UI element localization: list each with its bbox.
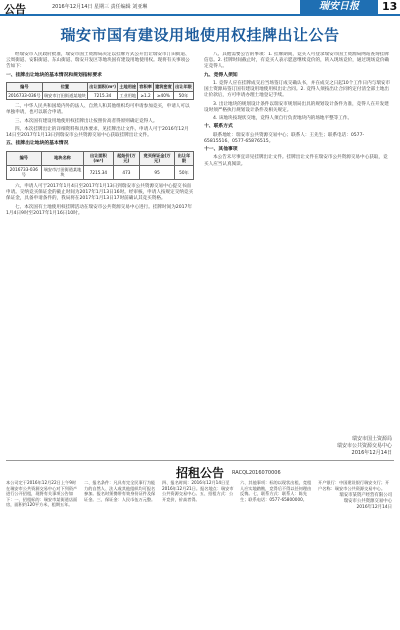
table-header: 地块名称: [41, 151, 84, 165]
section-heading: 一、挂牌出让地块的基本情况和规划指标要求: [6, 72, 102, 78]
table-header: 编号: [7, 151, 42, 165]
announcement-title: 瑞安市国有建设用地使用权挂牌出让公告: [60, 26, 340, 44]
rental-notice-code: RACQL2016070006: [232, 470, 281, 476]
table-header-row: [7, 83, 194, 92]
rental-column: [318, 480, 392, 626]
section-heading: 九、竞得人须知: [204, 72, 238, 78]
signature-date: 2016年12月14日: [351, 449, 392, 456]
body-paragraph: 四、报名时间：2016年12月14日至2016年12月21日。报名地点：瑞安市公共资源交易中心。五、招租方式：公开竞价，价高者得。: [162, 480, 234, 502]
table-cell: 2016733-036号: [7, 165, 42, 179]
body-paragraph: 本公司定于2016年12月22日上午9时在瑞安市公共资源交易中心对下列资产进行公开招租，现将有关事项公告如下：一、招租标的：瑞安市某街道店面房，面积约120平方米，租期五年。: [6, 480, 78, 508]
parcel-table: [6, 82, 194, 100]
body-paragraph: 六、其他事项：标的以现状出租，竞租人应实地踏勘，竞得后不得以任何理由反悔。七、联系方式：联系人：陈先生；联系电话：0577-65800000。: [240, 480, 312, 502]
body-paragraph: 4. 该地块按现状交地，竞得人须自行负责地块内的场地平整等工作。: [213, 116, 353, 122]
signature-org: 瑞安市国土资源局: [351, 436, 392, 442]
table-cell: 50年: [173, 91, 193, 100]
body-paragraph: 二、中华人民共和国境内外的法人、自然人和其他组织均可申请参加竞买，申请人可以单独申请，也可以联合申请。: [6, 104, 190, 116]
page-number: 13: [382, 0, 398, 13]
table-header: 竞买保证金(万元): [140, 151, 175, 165]
table-cell: 工业用地: [118, 91, 138, 100]
rental-column: [6, 480, 80, 626]
table-header: 土地用途: [118, 83, 138, 92]
table-header: 出让面积(m²): [88, 83, 118, 92]
table-cell: 7215.34: [84, 165, 113, 179]
body-paragraph: 二、报名条件：凡具有完全民事行为能力的自然人、法人或其他组织均可报名参加。报名时须携带有效身份证件及保证金。三、保证金：人民币伍万元整。: [84, 480, 156, 502]
section-divider: [6, 460, 394, 461]
body-paragraph: 1. 竞得人应在挂牌成交后当场签订成交确认书，并在成交之日起10个工作日内与瑞安市国土资源局签订国有建设用地使用权出让合同。2. 竞得人须按出让合同约定付清全部土地出让价款后，方可申请办理土地登记手续。: [204, 81, 391, 99]
rental-notice-title: 招租公告: [175, 466, 224, 480]
intro-paragraph: 经瑞安市人民政府批准，瑞安市国土资源局决定以挂牌方式公开出让瑞安市汀田街道、云周街道、安阳街道、东山街道、瑞安开发区等地块国有建设用地使用权。现将有关事项公告如下：: [6, 52, 190, 70]
table-cell: ≥1.2: [138, 91, 154, 100]
left-column: [6, 52, 194, 440]
table-cell: 7215.34: [88, 91, 118, 100]
price-table: [6, 151, 194, 180]
body-paragraph: 本公告未尽事宜详见挂牌出让文件。挂牌出让文件在瑞安市公共资源交易中心获取，竞买人应当认真阅读。: [204, 155, 388, 167]
body-paragraph: 开户银行：中国建设银行瑞安支行；开户名称：瑞安市公共资源交易中心。: [318, 480, 390, 491]
table-header: 出让面积(m²): [84, 151, 113, 165]
issue-date: 2016年12月14日 星期三 责任编辑 刘亚琳: [52, 4, 148, 10]
rental-signature-org: 瑞安市某资产经营有限公司: [339, 492, 392, 498]
table-row: [7, 165, 194, 179]
table-cell: 瑞安市汀田街道某地块: [42, 91, 87, 100]
section-heading: 十一、其他事项: [204, 147, 238, 153]
body-paragraph: 联系地址：瑞安市公共资源交易中心；联系人：王先生；联系电话：0577-65815516、0577-65876515。: [204, 132, 365, 144]
table-header: 出让年限: [174, 151, 193, 165]
body-paragraph: 3. 出让地块的规划设计条件以瑞安市规划局出具的规划设计条件为准，竞得人在开发建设时须严格执行规划设计条件及相关规定。: [204, 101, 389, 113]
table-header: 出让年限: [173, 83, 193, 92]
rental-column: [240, 480, 314, 626]
table-header: 编号: [7, 83, 43, 92]
right-column: [204, 52, 392, 440]
section-heading: 五、挂牌出让地块的基本情况: [6, 141, 69, 147]
body-paragraph: 三、本次国有建设用地使用权挂牌出让按照价高者得原则确定竞得人。: [15, 118, 158, 124]
rental-column: [162, 480, 236, 626]
section-heading: 十、联系方式: [204, 124, 233, 130]
table-header: 位置: [42, 83, 87, 92]
body-paragraph: 七、本次国有土地使用权挂牌活动在瑞安市公共资源交易中心进行。挂牌时间为2017年1月4日9时至2017年1月16日10时。: [6, 204, 193, 216]
table-header: 起始价(万元): [113, 151, 140, 165]
table-header-row: [7, 151, 194, 165]
table-cell: 473: [113, 165, 140, 179]
table-row: [7, 91, 194, 100]
rental-signature-date: 2016年12月14日: [356, 504, 392, 510]
table-cell: 2016733-036号: [7, 91, 43, 100]
table-cell: ≥40%: [153, 91, 173, 100]
table-cell: 95: [140, 165, 175, 179]
body-paragraph: 四、本次挂牌出让的详细资料和具体要求，见挂牌出让文件。申请人可于2016年12月14日至2017年1月13日到瑞安市公共资源交易中心获取挂牌出让文件。: [6, 126, 189, 139]
section-label: 公告: [4, 3, 26, 16]
body-paragraph: 六、申请人可于2017年1月4日至2017年1月13日到瑞安市公共资源交易中心提交书面申请。交纳竞买保证金的截止时间为2017年1月13日16时。经审核，申请人按规定交纳竞买保证金，具备申请条件的，我局将在2017年1月13日17时前确认其竞买资格。: [6, 184, 194, 202]
rental-column: [84, 480, 158, 626]
body-paragraph: 八、其他需要公告的事项：1. 挂牌期间，竞买人可登录瑞安市国土资源局网站查询挂牌信息。2. 挂牌时间截止时，有竞买人表示愿意继续竞价的，转入现场竞价，通过现场竞价确定竞得人。: [204, 52, 390, 70]
table-cell: 50年: [174, 165, 193, 179]
newspaper-brand: 瑞安日报: [300, 0, 378, 14]
signature-block: [300, 436, 392, 456]
table-cell: 瑞安市汀田街道某地块: [41, 165, 84, 179]
page-header: [0, 0, 400, 16]
table-header: 建筑密度: [153, 83, 173, 92]
rental-signature-org: 瑞安市公共资源交易中心: [343, 498, 392, 504]
table-header: 容积率: [138, 83, 154, 92]
signature-org: 瑞安市公共资源交易中心: [336, 442, 392, 449]
